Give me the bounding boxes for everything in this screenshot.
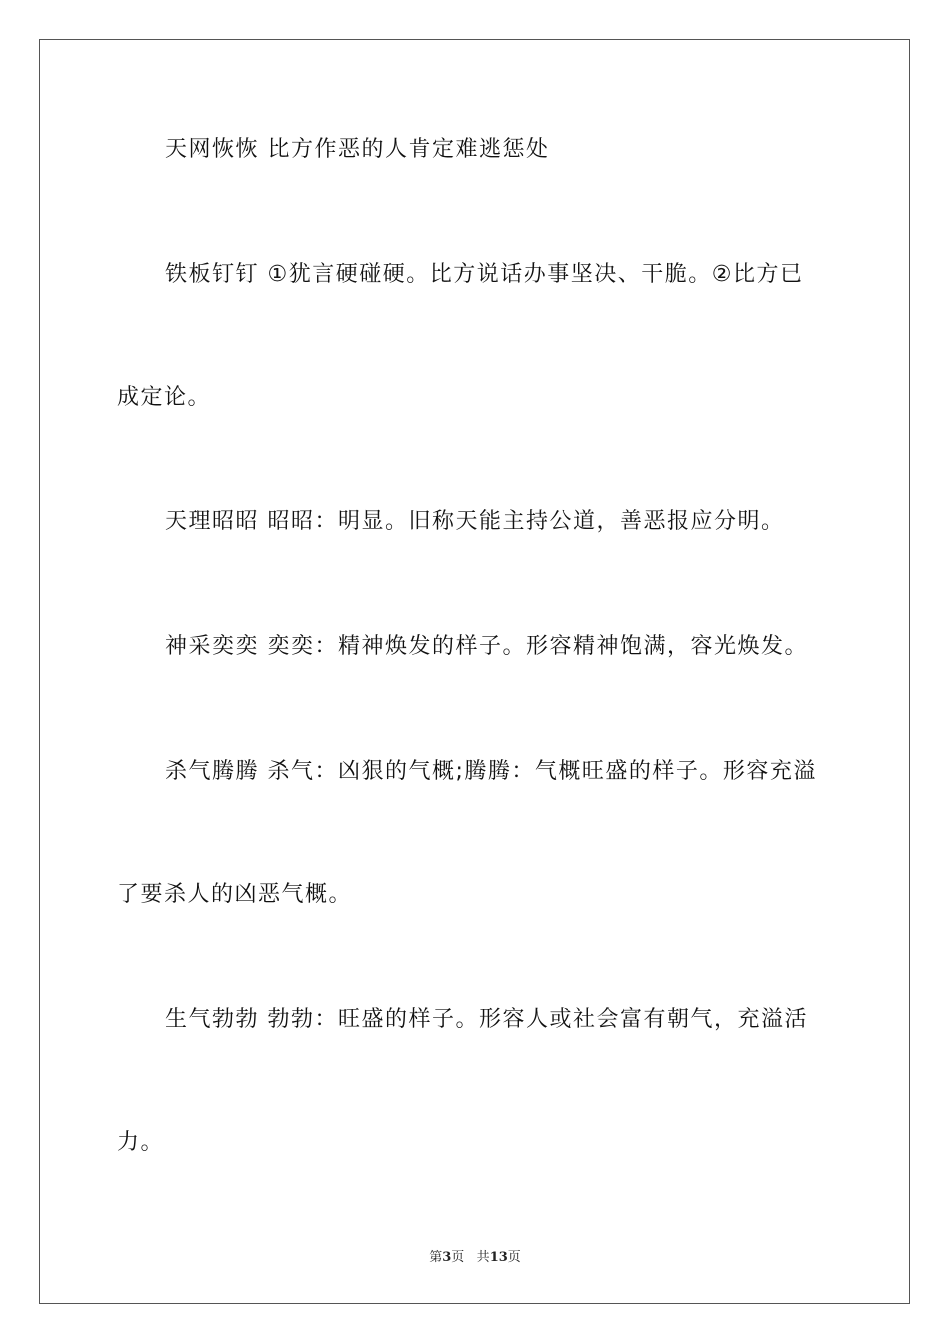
total-pages: 13 <box>489 1250 508 1265</box>
page-border <box>39 39 910 1304</box>
entry-tiebandingding-cont: 成定论。 <box>117 385 212 410</box>
entry-tiebandingding: 铁板钉钉 ①犹言硬碰硬。比方说话办事坚决、干脆。②比方已 <box>165 262 804 287</box>
page-footer <box>0 1246 950 1265</box>
entry-tianwanghuihui: 天网恢恢 比方作恶的人肯定难逃惩处 <box>165 137 550 162</box>
page-number: 3 <box>442 1250 452 1265</box>
entry-shaqitengteng: 杀气腾腾 杀气：凶狠的气概;腾腾：气概旺盛的样子。形容充溢 <box>165 759 817 784</box>
entry-shencaiyiyi: 神采奕奕 奕奕：精神焕发的样子。形容精神饱满，容光焕发。 <box>165 634 808 659</box>
entry-tianlizhaozhao: 天理昭昭 昭昭：明显。旧称天能主持公道，善恶报应分明。 <box>165 509 785 534</box>
entry-shaqitengteng-cont: 了要杀人的凶恶气概。 <box>117 882 353 907</box>
page-prefix: 第 <box>429 1250 443 1265</box>
total-suffix: 页 <box>507 1250 521 1265</box>
entry-shengqibobo: 生气勃勃 勃勃：旺盛的样子。形容人或社会富有朝气，充溢活 <box>165 1007 808 1032</box>
total-prefix: 共 <box>476 1250 490 1265</box>
page-suffix: 页 <box>451 1250 465 1265</box>
entry-shengqibobo-cont: 力。 <box>117 1130 165 1155</box>
